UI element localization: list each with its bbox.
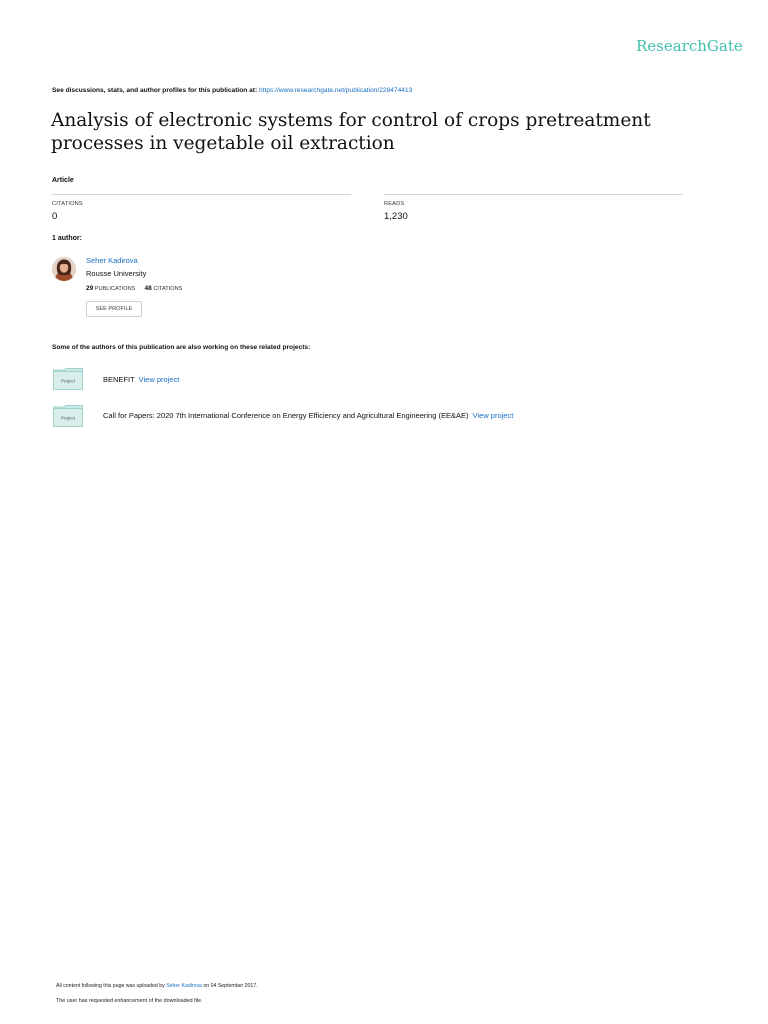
publication-title: Analysis of electronic systems for control of crops pretreatment processes in vegetable oil extraction (51, 110, 651, 154)
citations-value: 0 (52, 211, 58, 222)
author-stats (86, 285, 182, 292)
publication-url-link[interactable]: https://www.researchgate.net/publication/228474413 (259, 87, 413, 94)
discussion-line (52, 87, 412, 94)
author-institution: Rousse University (86, 269, 147, 278)
see-profile-button[interactable]: SEE PROFILE (86, 301, 142, 317)
upload-note (56, 983, 258, 989)
related-project-item (103, 375, 179, 384)
project-name: BENEFIT (103, 375, 135, 384)
reads-value: 1,230 (384, 211, 408, 222)
enhancement-note: The user has requested enhancement of the downloaded file. (56, 998, 203, 1004)
author-publications-count: 29 (86, 285, 94, 292)
project-name: Call for Papers: 2020 7th International Conference on Energy Efficiency and Agricultural Engineering (EE&AE) (103, 411, 469, 420)
project-folder-icon (53, 368, 83, 390)
author-name-link[interactable]: Seher Kadirova (86, 256, 138, 265)
citations-label: CITATIONS (52, 201, 83, 207)
reads-label: READS (384, 201, 405, 207)
authors-heading: 1 author: (52, 235, 82, 242)
project-icon-label: Project (60, 415, 76, 421)
researchgate-logo[interactable]: ResearchGate (636, 37, 743, 55)
related-project-item (103, 411, 513, 420)
related-projects-heading: Some of the authors of this publication are also working on these related projects: (52, 344, 311, 351)
discussion-prefix: See discussions, stats, and author profiles for this publication at: (52, 87, 258, 94)
project-icon-label: Project (60, 378, 76, 384)
author-citations-count: 48 (144, 285, 152, 292)
project-folder-icon (53, 405, 83, 427)
divider (384, 194, 683, 195)
avatar-photo (52, 257, 76, 281)
view-project-link[interactable]: View project (472, 411, 514, 420)
author-avatar[interactable] (52, 257, 76, 281)
upload-prefix: All content following this page was uploaded by (56, 983, 165, 989)
author-publications-label: PUBLICATIONS (94, 286, 136, 292)
upload-suffix: on 04 September 2017. (203, 983, 258, 989)
uploader-link[interactable]: Seher Kadirova (166, 983, 202, 989)
publication-type: Article (52, 177, 74, 184)
divider (52, 194, 351, 195)
author-citations-label: CITATIONS (153, 286, 183, 292)
view-project-link[interactable]: View project (138, 375, 180, 384)
